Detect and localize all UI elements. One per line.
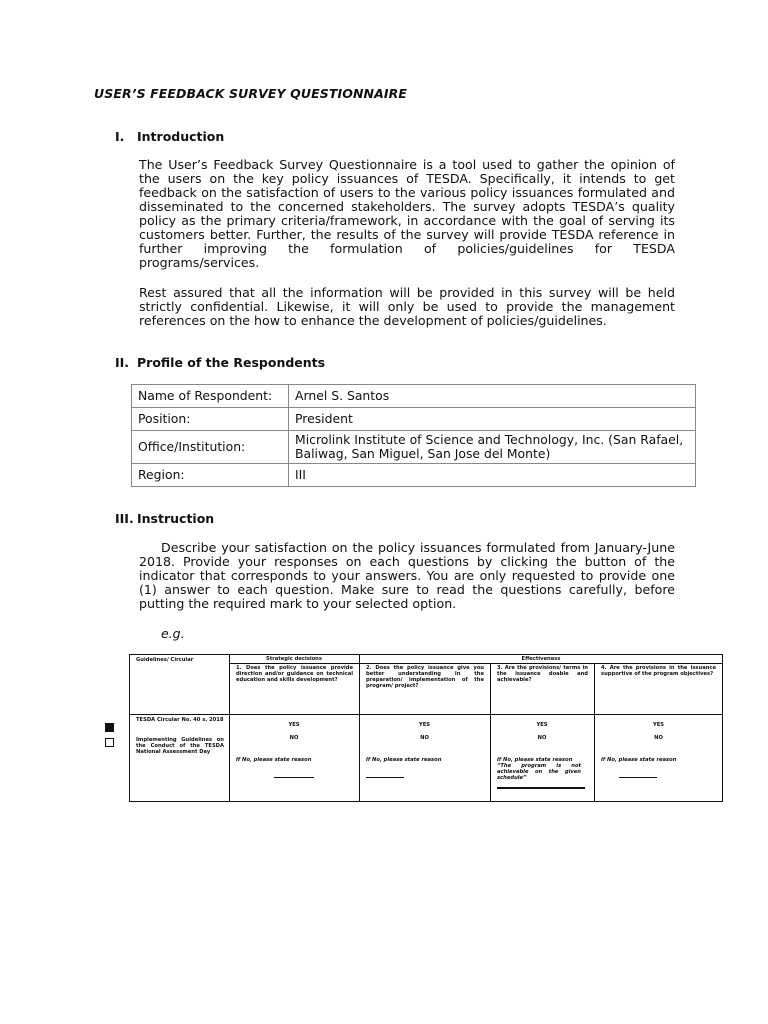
section-instruction-heading <box>115 511 214 526</box>
checkbox-checked[interactable] <box>105 723 114 732</box>
group-header-strategic: Strategic decisions <box>266 656 322 662</box>
group-header-effectiveness: Effectiveness <box>521 656 561 662</box>
section-number: I. <box>115 129 125 144</box>
option-no[interactable]: NO <box>654 735 663 741</box>
option-no[interactable]: NO <box>289 735 299 741</box>
reason-field[interactable] <box>274 777 314 778</box>
checkbox-unchecked[interactable] <box>105 738 114 747</box>
respondent-name-value[interactable]: Arnel S. Santos <box>289 385 696 408</box>
circular-title: Implementing Guidelines on the Conduct of the TESDA National Assessment Day <box>136 737 224 755</box>
example-label: e.g. <box>161 626 185 641</box>
region-value[interactable]: III <box>289 464 696 487</box>
profile-label: Region: <box>132 464 289 487</box>
profile-label: Office/Institution: <box>132 431 289 464</box>
option-yes[interactable]: YES <box>536 722 548 728</box>
if-no-label: If No, please state reason <box>497 757 573 763</box>
section-number: III. <box>115 511 134 526</box>
column-divider <box>359 655 360 801</box>
question-1: 1. Does the policy issuance provide direction and/or guidance on technical education and skills development? <box>236 665 353 683</box>
column-divider <box>229 655 230 801</box>
profile-row <box>132 431 696 464</box>
column-header-guidelines: Guidelines/ Circular <box>136 657 194 663</box>
instruction-paragraph: Describe your satisfaction on the policy issuances formulated from January-June 2018. Provide your responses on each questions by clicking the button of the indicator that corresponds to your answers. You are only requested to provide one (1) answer to each question. Make sure to read the questions carefully, before putting the required mark to your selected option. <box>139 540 675 611</box>
profile-row <box>132 385 696 408</box>
reason-field[interactable] <box>366 777 404 778</box>
profile-label: Name of Respondent: <box>132 385 289 408</box>
profile-row <box>132 464 696 487</box>
row-divider <box>130 714 722 715</box>
option-yes[interactable]: YES <box>288 722 300 728</box>
intro-paragraph-2: Rest assured that all the information will be provided in this survey will be held strictly confidential. Likewise, it will only be used to provide the management references on the how to enhance the development of policies/guidelines. <box>139 285 675 328</box>
if-no-label: If No, please state reason <box>366 757 442 763</box>
row-divider <box>229 663 722 664</box>
question-3: 3. Are the provisions/ terms in the issuance doable and achievable? <box>497 665 588 683</box>
section-title: Profile of the Respondents <box>137 355 326 370</box>
reason-field[interactable] <box>497 787 585 789</box>
page-title: USER’S FEEDBACK SURVEY QUESTIONNAIRE <box>94 86 407 101</box>
reason-field[interactable] <box>619 777 657 778</box>
column-divider <box>594 663 595 801</box>
circular-number: TESDA Circular No. 40 s. 2018 <box>136 717 224 723</box>
question-2: 2. Does the policy issuance give you better understanding in the preparation/ implementation of the program/ project? <box>366 665 484 689</box>
section-title: Instruction <box>137 511 215 526</box>
profile-table <box>131 384 696 487</box>
section-intro-heading <box>115 129 224 144</box>
position-value[interactable]: President <box>289 408 696 431</box>
column-divider <box>490 663 491 801</box>
reason-text-3: “The program is not achievable on the given schedule” <box>497 763 581 781</box>
if-no-label: If No, please state reason <box>601 757 677 763</box>
survey-example-table <box>129 654 723 802</box>
intro-paragraph-1: The User’s Feedback Survey Questionnaire is a tool used to gather the opinion of the users on the key policy issuances of TESDA. Specifically, it intends to get feedback on the satisfaction of users to the various policy issuances formulated and disseminated to the concerned stakeholders. The survey adopts TESDA’s quality policy as the primary criteria/framework, in accordance with the goal of serving its customers better. Further, the results of the survey will provide TESDA reference in further improving the formulation of policies/guidelines for TESDA programs/services. <box>139 157 675 270</box>
profile-label: Position: <box>132 408 289 431</box>
section-number: II. <box>115 355 130 370</box>
profile-row <box>132 408 696 431</box>
institution-value[interactable]: Microlink Institute of Science and Technology, Inc. (San Rafael, Baliwag, San Miguel, San Jose del Monte) <box>289 431 696 464</box>
if-no-label: If No, please state reason <box>236 757 312 763</box>
section-profile-heading <box>115 355 325 370</box>
option-yes[interactable]: YES <box>418 722 431 728</box>
option-no[interactable]: NO <box>420 735 429 741</box>
question-4: 4. Are the provisions in the issuance supportive of the program objectives? <box>601 665 716 677</box>
option-yes[interactable]: YES <box>652 722 665 728</box>
option-no[interactable]: NO <box>537 735 547 741</box>
section-title: Introduction <box>137 129 225 144</box>
